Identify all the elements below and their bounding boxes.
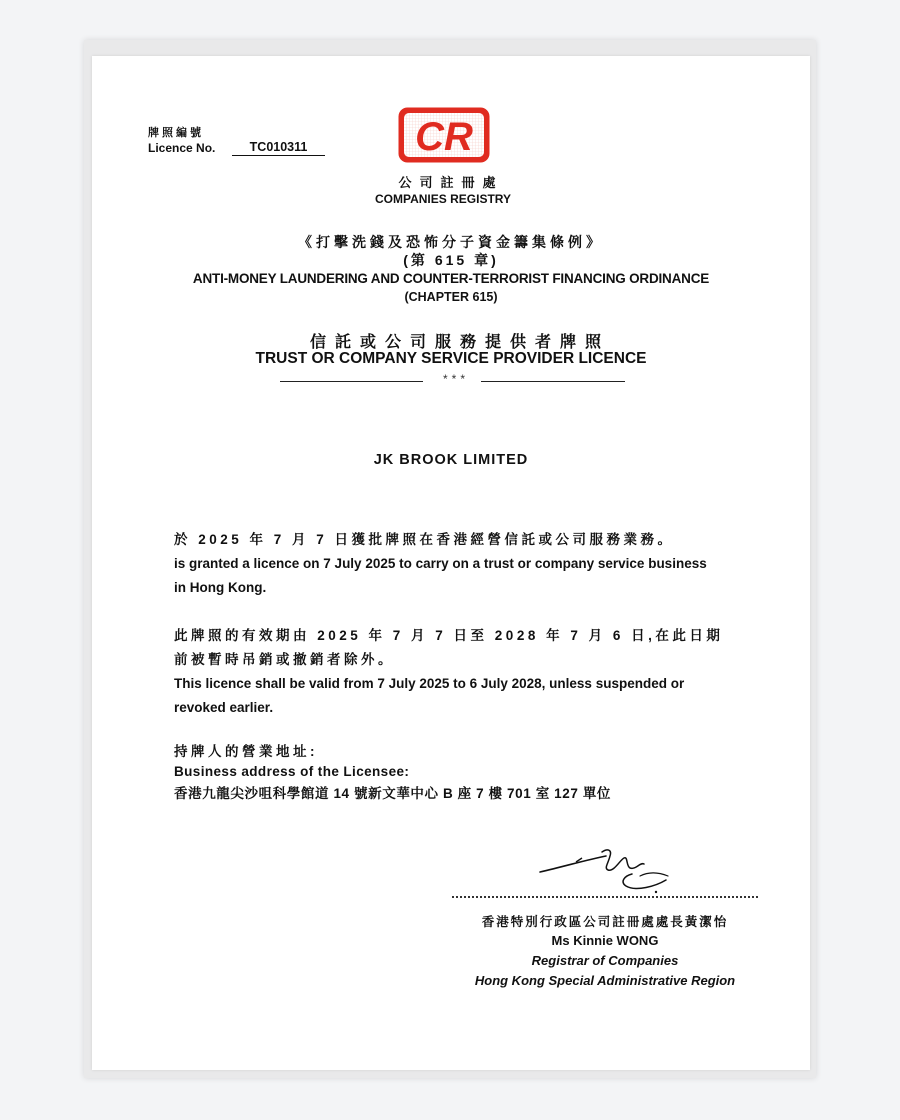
- ordinance-chapter-en: (CHAPTER 615): [404, 290, 498, 304]
- address-label-en: Business address of the Licensee:: [174, 764, 410, 779]
- address-label-zh: 持牌人的營業地址:: [174, 744, 318, 759]
- divider-left: [280, 381, 423, 382]
- registry-name-en: COMPANIES REGISTRY: [374, 192, 511, 206]
- grant-text-en-1: is granted a licence on 7 July 2025 to carry on a trust or company service business: [174, 556, 707, 571]
- validity-text-en-1: This licence shall be valid from 7 July 2025 to 6 July 2028, unless suspended or: [174, 676, 685, 691]
- ordinance-title-zh: 《打擊洗錢及恐怖分子資金籌集條例》: [298, 234, 604, 250]
- licence-title-zh: 信託或公司服務提供者牌照: [309, 334, 610, 351]
- registrar-title-zh: 香港特別行政區公司註冊處處長黃潔怡: [481, 915, 729, 929]
- grant-text-zh: 於 2025 年 7 月 7 日獲批牌照在香港經營信託或公司服務業務。: [174, 532, 675, 547]
- licensee-name: JK BROOK LIMITED: [373, 452, 529, 468]
- address-value: 香港九龍尖沙咀科學館道 14 號新文華中心 B 座 7 樓 701 室 127 單位: [174, 786, 612, 801]
- ordinance-chapter-zh: (第 615 章): [403, 252, 499, 268]
- licence-number-label: [148, 126, 215, 156]
- ordinance-title-en: ANTI-MONEY LAUNDERING AND COUNTER-TERRORIST FINANCING ORDINANCE: [192, 271, 710, 286]
- validity-text-zh-1: 此牌照的有效期由 2025 年 7 月 7 日至 2028 年 7 月 6 日,在此日期: [174, 628, 724, 643]
- licence-number-label-en: Licence No.: [148, 141, 216, 155]
- logo-text: CR: [415, 115, 473, 159]
- licence-number-value: TC010311: [232, 140, 325, 156]
- companies-registry-logo-icon: [397, 106, 491, 164]
- grant-statement: [174, 528, 754, 600]
- validity-statement: [174, 624, 754, 720]
- grant-text-en-2: in Hong Kong.: [174, 580, 267, 595]
- licence-number-label-zh: 牌照編號: [148, 127, 204, 139]
- validity-text-en-2: revoked earlier.: [174, 700, 274, 715]
- signature-line: [452, 896, 758, 898]
- registry-name-zh: 公司註冊處: [398, 175, 504, 190]
- divider-stars: ***: [442, 372, 469, 386]
- divider-right: [481, 381, 625, 382]
- signature-icon: [536, 846, 672, 902]
- registrar-title-en: Registrar of Companies: [531, 953, 679, 968]
- business-address: [174, 742, 754, 804]
- validity-text-zh-2: 前被暫時吊銷或撤銷者除外。: [174, 652, 395, 667]
- registrar-region-en: Hong Kong Special Administrative Region: [474, 973, 736, 988]
- licence-title-en: TRUST OR COMPANY SERVICE PROVIDER LICENCE: [255, 350, 647, 367]
- registrar-name: Ms Kinnie WONG: [551, 933, 659, 948]
